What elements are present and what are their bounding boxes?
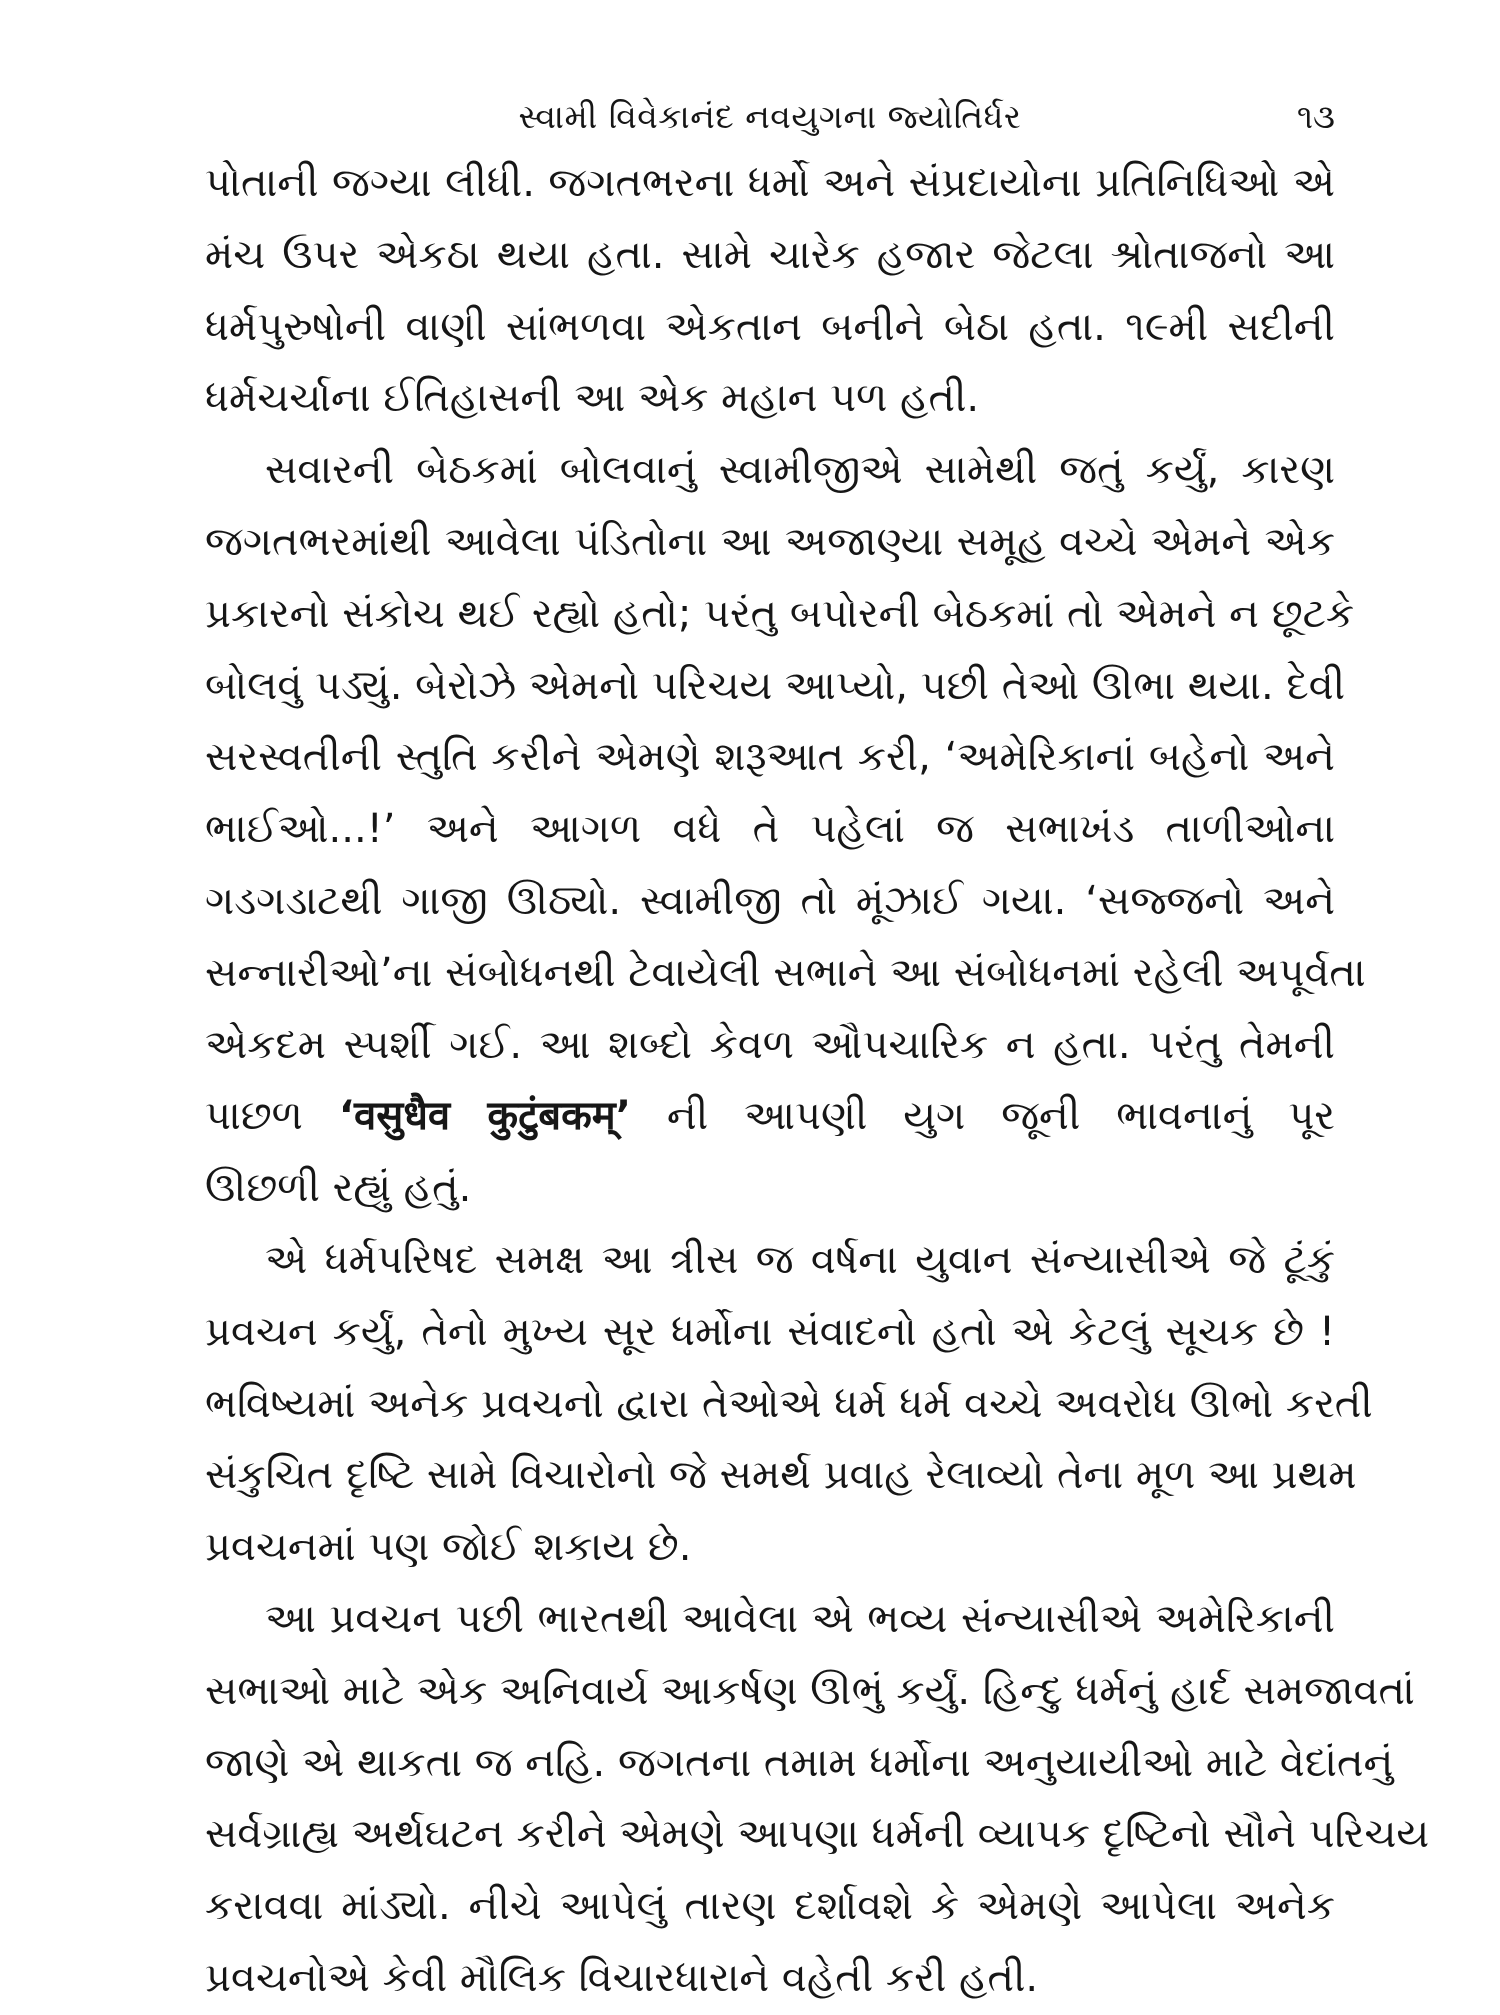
paragraph-3: [205, 1225, 1373, 1584]
running-title: સ્વામી વિવેકાનંદ નવયુગના જ્યોતિર્ધર: [518, 97, 1022, 136]
text-line: પ્રવચનમાં પણ જોઈ શકાય છે.: [205, 1524, 692, 1571]
text-line: આ પ્રવચન પછી ભારતથી આવેલા એ ભવ્ય સંન્યાસીએ અમેરિકાની: [265, 1595, 1335, 1642]
text-line-with-emphasis: [205, 1081, 1335, 1153]
paragraph-2: [205, 435, 1366, 1225]
text-line: ધર્મચર્ચાના ઈતિહાસની આ એક મહાન પળ હતી.: [205, 375, 980, 422]
text-line: ઊછળી રહ્યું હતું.: [205, 1165, 472, 1212]
text-fragment: પાછળ: [205, 1093, 339, 1140]
body-text: [205, 148, 1430, 2015]
page-header: [205, 92, 1335, 142]
text-line: પ્રવચન કર્યું, તેનો મુખ્ય સૂર ધર્મોના સંવાદનો હતો એ કેટલું સૂચક છે !: [205, 1308, 1335, 1355]
text-line: સંકુચિત દૃષ્ટિ સામે વિચારોનો જે સમર્થ પ્રવાહ રેલાવ્યો તેના મૂળ આ પ્રથમ: [205, 1452, 1357, 1499]
text-line: જગતભરમાંથી આવેલા પંડિતોના આ અજાણ્યા સમૂહ વચ્ચે એમને એક: [205, 518, 1335, 565]
text-line: ભવિષ્યમાં અનેક પ્રવચનો દ્વારા તેઓએ ધર્મ ધર્મ વચ્ચે અવરોધ ઊભો કરતી: [205, 1380, 1373, 1427]
text-line: એકદમ સ્પર્શી ગઈ. આ શબ્દો કેવળ ઔપચારિક ન હતા. પરંતુ તેમની: [205, 1021, 1335, 1068]
text-line: પ્રવચનોએ કેવી મૌલિક વિચારધારાને વહેતી કરી હતી.: [205, 1954, 1039, 2001]
text-line: પ્રકારનો સંકોચ થઈ રહ્યો હતો; પરંતુ બપોરની બેઠકમાં તો એમને ન છૂટકે: [205, 590, 1355, 637]
text-line: મંચ ઉપર એકઠા થયા હતા. સામે ચારેક હજાર જેટલા શ્રોતાજનો આ: [205, 231, 1335, 278]
text-line: કરાવવા માંડ્યો. નીચે આપેલું તારણ દર્શાવશે કે એમણે આપેલા અનેક: [205, 1883, 1335, 1930]
text-fragment: ની આપણી યુગ જૂની ભાવનાનું પૂર: [630, 1093, 1335, 1140]
paragraph-1: [205, 148, 1335, 435]
page-number: ૧૩: [1296, 97, 1335, 136]
text-line: બોલવું પડ્યું. બેરોઝે એમનો પરિચય આપ્યો, પછી તેઓ ઊભા થયા. દેવી: [205, 662, 1346, 709]
text-line: પોતાની જગ્યા લીધી. જગતભરના ધર્મો અને સંપ્રદાયોના પ્રતિનિધિઓ એ: [205, 160, 1335, 206]
paragraph-4: [205, 1584, 1430, 2015]
text-line: ગડગડાટથી ગાજી ઊઠ્યો. સ્વામીજી તો મૂંઝાઈ ગયા. ‘સજ્જનો અને: [205, 877, 1335, 924]
sanskrit-phrase: ‘वसुधैव कुटुंबकम्’: [338, 1093, 631, 1140]
text-line: એ ધર્મપરિષદ સમક્ષ આ ત્રીસ જ વર્ષના યુવાન સંન્યાસીએ જે ટૂંકું: [265, 1236, 1335, 1283]
text-line: ધર્મપુરુષોની વાણી સાંભળવા એકતાન બનીને બેઠા હતા. ૧૯મી સદીની: [205, 303, 1335, 350]
text-line: સર્વગ્રાહ્ય અર્થઘટન કરીને એમણે આપણા ધર્મની વ્યાપક દૃષ્ટિનો સૌને પરિચય: [205, 1811, 1430, 1858]
text-line: જાણે એ થાકતા જ નહિ. જગતના તમામ ધર્મોના અનુયાયીઓ માટે વેદાંતનું: [205, 1739, 1394, 1786]
text-line: સન્નારીઓ’ના સંબોધનથી ટેવાયેલી સભાને આ સંબોધનમાં રહેલી અપૂર્વતા: [205, 949, 1366, 996]
text-line: સરસ્વતીની સ્તુતિ કરીને એમણે શરૂઆત કરી, ‘અમેરિકાનાં બહેનો અને: [205, 734, 1335, 781]
text-line: ભાઈઓ...!’ અને આગળ વધે તે પહેલાં જ સભાખંડ તાળીઓના: [205, 806, 1335, 853]
text-line: સવારની બેઠકમાં બોલવાનું સ્વામીજીએ સામેથી જતું કર્યું, કારણ: [265, 447, 1335, 494]
text-line: સભાઓ માટે એક અનિવાર્ય આકર્ષણ ઊભું કર્યું. હિન્દુ ધર્મનું હાર્દ સમજાવતાં: [205, 1667, 1415, 1714]
